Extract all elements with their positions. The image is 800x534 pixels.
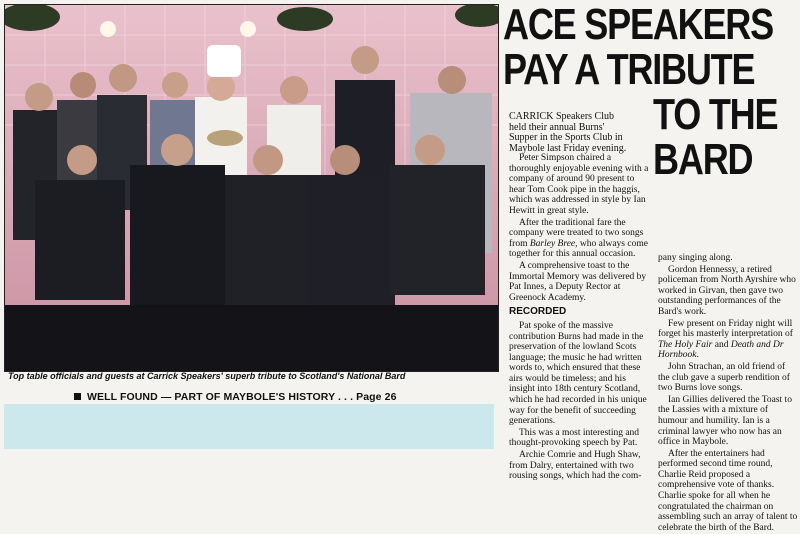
article-column-top	[509, 112, 629, 155]
advert-box	[4, 404, 494, 449]
photo-caption: Top table officials and guests at Carrick Speakers' superb tribute to Scotland's National Bard	[8, 371, 406, 381]
article-paragraph: Few present on Friday night will forget his masterly interpretation of The Holy Fair and Death and Dr Hornbook.	[658, 318, 793, 361]
article-paragraph: After the entertainers had performed second time round, Charlie Reid proposed a comprehensive vote of thanks. Charlie spoke for all when he congratulated the chairman on assembling such an array of talent to celebrate the birth of the Bard.	[658, 448, 798, 533]
headline-line: ACE SPEAKERS	[503, 0, 773, 49]
article-paragraph: Ian Gillies delivered the Toast to the Lassies with a mixture of humour and humility. Ian is a criminal lawyer who now has an office in Maybole.	[658, 394, 792, 448]
article-paragraph: This was a most interesting and thought-provoking speech by Pat.	[509, 427, 640, 449]
headline-line: BARD	[653, 135, 753, 184]
promo-line[interactable]	[74, 391, 397, 403]
bullet-square-icon	[74, 393, 81, 400]
group-photo	[4, 4, 499, 372]
article-paragraph: John Strachan, an old friend of the club gave a superb rendition of two Burns love songs.	[658, 361, 790, 394]
article-column-2	[658, 253, 798, 534]
group-photo-image	[5, 5, 498, 371]
headline-line: TO THE	[653, 90, 778, 139]
article-column-1	[509, 153, 652, 483]
promo-text: WELL FOUND — PART OF MAYBOLE'S HISTORY . . . Page 26	[87, 391, 397, 403]
article-paragraph: Pat spoke of the massive contribution Burns had made in the preservation of the lowland Scots language; the music he had written words to, which ensured that these airs would be timeless; and his insight into 18th century Scotland, which he had recorded in his unique way for the benefit of succeeding generations.	[509, 320, 647, 427]
subheading: RECORDED	[509, 306, 567, 318]
article-paragraph: Peter Simpson chaired a thoroughly enjoyable evening with a company of around 90 present to hear Tom Cook pipe in the haggis, which was addressed in style by Ian Hewitt in great style.	[509, 153, 649, 216]
article-paragraph: After the traditional fare the company were treated to two songs from Barley Bree, who always come together for this annual occasion.	[509, 217, 648, 260]
article-paragraph: Gordon Hennessy, a retired policeman from North Ayrshire who worked in Girvan, then gave two outstanding performances of the Bard's work.	[658, 264, 796, 317]
article-paragraph: pany singing along.	[658, 253, 733, 263]
article-lead: CARRICK Speakers Club held their annual Burns' Supper in the Sports Club in Maybole last Friday evening.	[509, 111, 627, 154]
headline-line: PAY A TRIBUTE	[503, 45, 755, 94]
article-paragraph: A comprehensive toast to the Immortal Memory was delivered by Pat Innes, a Deputy Rector at Greenock Academy.	[509, 260, 647, 303]
article-paragraph: Archie Comrie and Hugh Shaw, from Dalry, entertained with two rousing songs, which had the com-	[509, 450, 642, 482]
